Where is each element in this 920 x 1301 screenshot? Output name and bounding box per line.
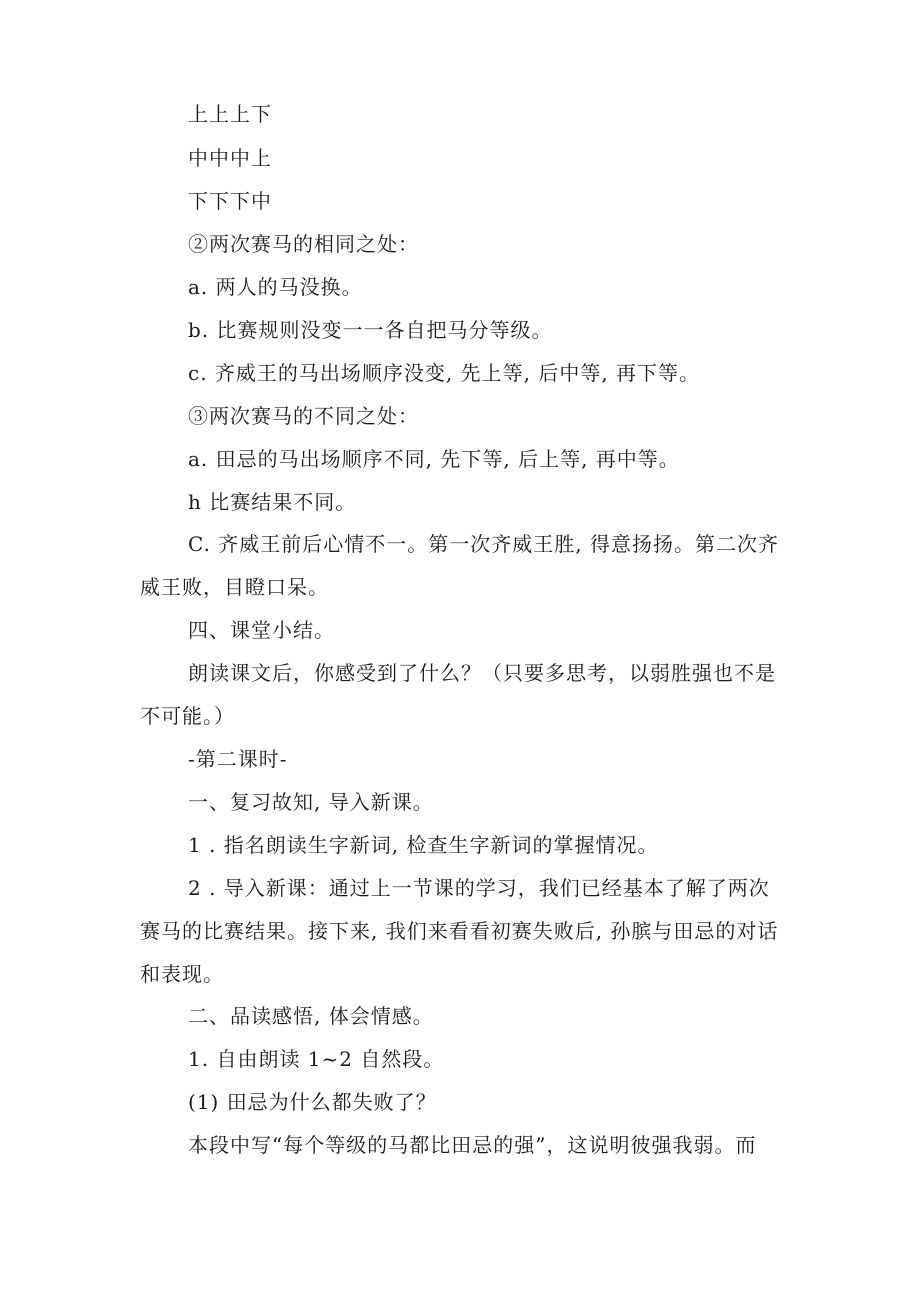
list-item: c. 齐威王的马出场顺序没变, 先上等, 后中等, 再下等。 bbox=[188, 361, 701, 385]
lesson-title: -第二课时- bbox=[188, 747, 288, 771]
paragraph-line: 不可能。） bbox=[140, 704, 235, 728]
list-item: a. 田忌的马出场顺序不同, 先下等, 后上等, 再中等。 bbox=[188, 447, 680, 471]
section-heading: ③两次赛马的不同之处： bbox=[188, 404, 419, 428]
list-item: 2 . 导入新课：通过上一节课的学习，我们已经基本了解了两次 bbox=[188, 876, 770, 900]
text-line: 中中中上 bbox=[188, 146, 272, 170]
paragraph-line: 和表现。 bbox=[140, 962, 224, 986]
list-item: 1 . 指名朗读生字新词, 检查生字新词的掌握情况。 bbox=[188, 833, 659, 857]
text-line: 威王败，目瞪口呆。 bbox=[140, 575, 329, 599]
paragraph-line: 朗读课文后，你感受到了什么？（只要多思考，以弱胜强也不是 bbox=[188, 661, 776, 685]
text-line: 下下下中 bbox=[188, 189, 272, 213]
list-item: b. 比赛规则没变一一各自把马分等级。 bbox=[188, 318, 553, 342]
paragraph-line: 赛马的比赛结果。接下来, 我们来看看初赛失败后, 孙膑与田忌的对话 bbox=[140, 919, 779, 943]
list-item: 1. 自由朗读 1~2 自然段。 bbox=[188, 1047, 445, 1071]
text-line: 上上上下 bbox=[188, 102, 272, 126]
section-heading: 一、复习故知, 导入新课。 bbox=[188, 790, 434, 814]
list-item: C. 齐威王前后心情不一。第一次齐威王胜, 得意扬扬。第二次齐 bbox=[188, 532, 780, 556]
section-heading: 四、课堂小结。 bbox=[188, 618, 335, 642]
section-heading: ②两次赛马的相同之处： bbox=[188, 232, 419, 256]
paragraph-line: 本段中写“每个等级的马都比田忌的强”，这说明彼强我弱。而 bbox=[188, 1133, 757, 1157]
list-item: h 比赛结果不同。 bbox=[188, 490, 357, 514]
list-item: a. 两人的马没换。 bbox=[188, 275, 363, 299]
list-item: (1) 田忌为什么都失败了？ bbox=[188, 1090, 437, 1114]
section-heading: 二、品读感悟, 体会情感。 bbox=[188, 1004, 434, 1028]
